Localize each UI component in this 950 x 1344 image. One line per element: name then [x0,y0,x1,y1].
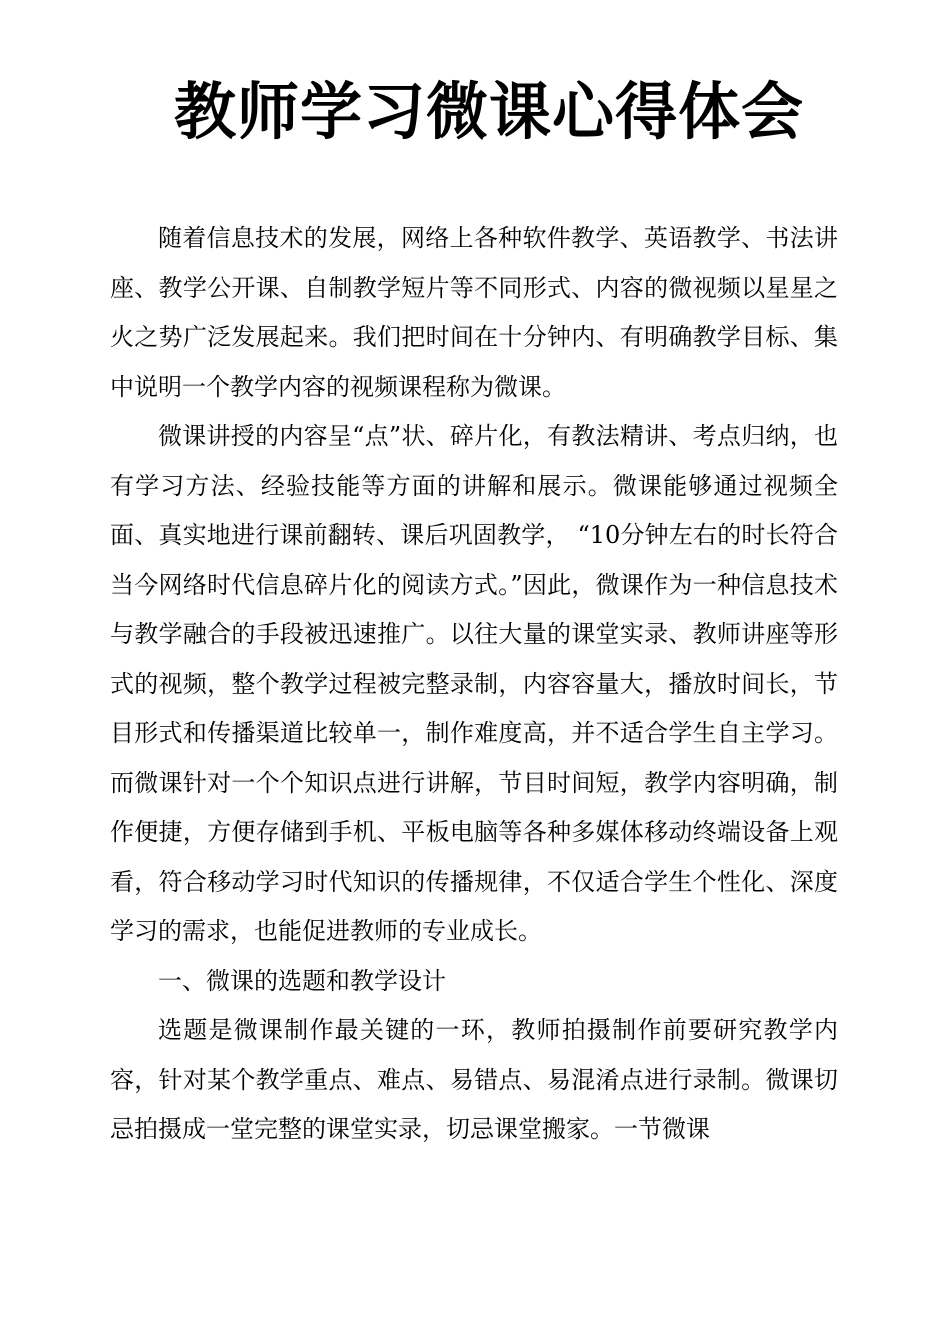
document-body [110,214,838,1155]
paragraph-topic-selection: 选题是微课制作最关键的一环，教师拍摄制作前要研究教学内容，针对某个教学重点、难点、易错点、易混淆点进行录制。微课切忌拍摄成一堂完整的课堂实录，切忌课堂搬家。一节微课 [110,1016,838,1143]
paragraph-intro: 随着信息技术的发展，网络上各种软件教学、英语教学、书法讲座、教学公开课、自制教学短片等不同形式、内容的微视频以星星之火之势广泛发展起来。我们把时间在十分钟内、有明确教学目标、集中说明一个教学内容的视频课程称为微课。 [110,224,838,401]
document-title: 教师学习微课心得体会 [173,75,804,148]
paragraph-microlesson-features: 微课讲授的内容呈“点”状、碎片化，有教法精讲、考点归纳，也有学习方法、经验技能等方面的讲解和展示。微课能够通过视频全面、真实地进行课前翻转、课后巩固教学， “10分钟左右的时长符合当今网络时代信息碎片化的阅读方式。”因此，微课作为一种信息技术与教学融合的手段被迅速推广。以往大量的课堂实录、教师讲座等形式的视频，整个教学过程被完整录制，内容容量大，播放时间长，节目形式和传播渠道比较单一，制作难度高，并不适合学生自主学习。而微课针对一个个知识点进行讲解，节目时间短，教学内容明确，制作便捷，方便存储到手机、平板电脑等各种多媒体移动终端设备上观看，符合移动学习时代知识的传播规律，不仅适合学生个性化、深度学习的需求，也能促进教师的专业成长。 [110,422,838,945]
section-heading-topic-design: 一、微课的选题和教学设计 [158,966,446,995]
